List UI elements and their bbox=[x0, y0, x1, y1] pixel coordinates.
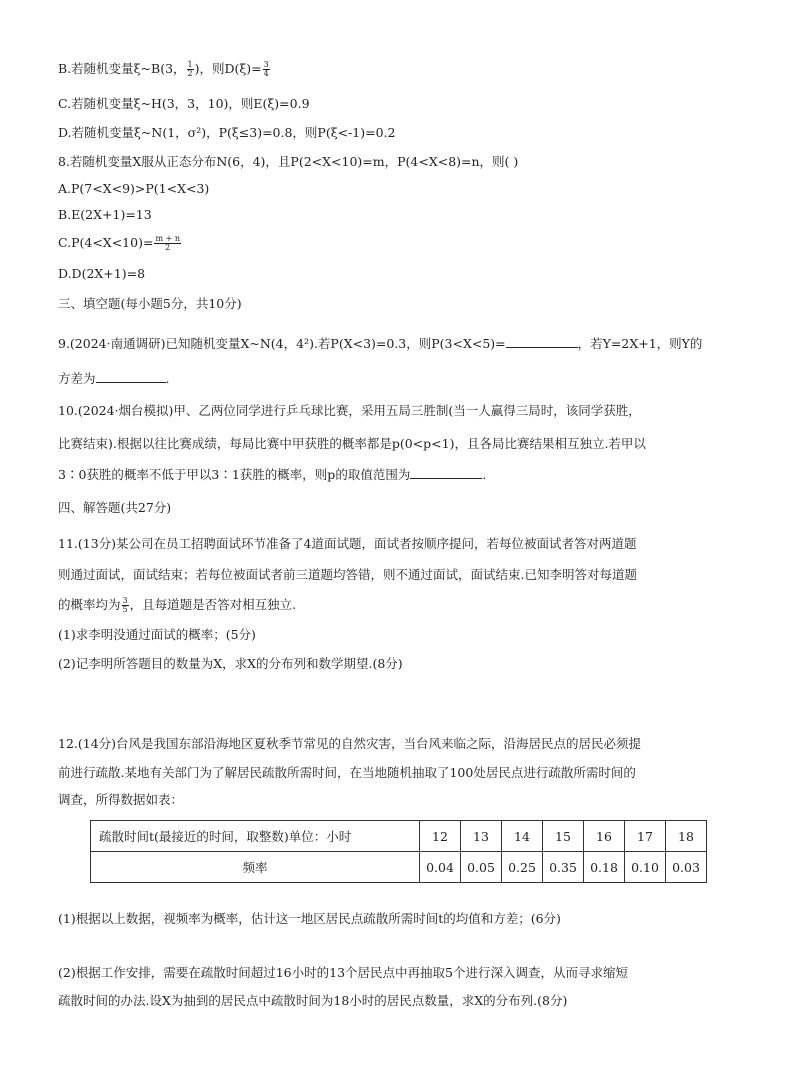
q11-line2: 则通过面试，面试结束；若每位被面试者前三道题均答错，则不通过面试，面试结束.已知李明答对每道题 bbox=[58, 567, 637, 582]
table-cell: 0.18 bbox=[584, 852, 625, 883]
table-cell: 0.05 bbox=[461, 852, 502, 883]
q10-line3 bbox=[58, 466, 486, 484]
table-row bbox=[91, 821, 707, 852]
table-cell: 15 bbox=[543, 821, 584, 852]
q9-text: . bbox=[165, 371, 170, 386]
table-cell: 13 bbox=[461, 821, 502, 852]
table-cell: 16 bbox=[584, 821, 625, 852]
section-heading: 三、填空题(每小题5分，共10分) bbox=[58, 296, 242, 311]
q7-option-c: C.若随机变量ξ~H(3，3，10)，则E(ξ)=0.9 bbox=[58, 96, 310, 111]
answer-blank[interactable] bbox=[410, 466, 482, 479]
q12-sub2-line2: 疏散时间的办法.设X为抽到的居民点中疏散时间为18小时的居民点数量，求X的分布列.(8分) bbox=[58, 993, 568, 1008]
fraction-num: 3 bbox=[263, 60, 269, 69]
q12-line3: 调查，所得数据如表： bbox=[58, 792, 184, 807]
q8-option-c-text: C.P(4<X<10)= bbox=[58, 235, 154, 250]
q8-option-d: D.D(2X+1)=8 bbox=[58, 266, 146, 281]
q11-line3 bbox=[58, 596, 296, 614]
q7-option-b bbox=[58, 60, 271, 78]
q8-option-a: A.P(7<X<9)>P(1<X<3) bbox=[58, 181, 210, 196]
q8-stem: 8.若随机变量X服从正态分布N(6，4)，且P(2<X<10)=m，P(4<X<8)=n，则( ) bbox=[58, 154, 519, 169]
q10-line2: 比赛结束).根据以往比赛成绩，每局比赛中甲获胜的概率都是p(0<p<1)，且各局比赛结果相互独立.若甲以 bbox=[58, 436, 646, 451]
fraction-den: 2 bbox=[165, 243, 171, 252]
fraction-num: m + n bbox=[155, 234, 180, 243]
evacuation-time-table bbox=[90, 820, 707, 883]
q9-line1 bbox=[58, 335, 702, 353]
q12-line2: 前进行疏散.某地有关部门为了解居民疏散所需时间，在当地随机抽取了100处居民点进行疏散所需时间的 bbox=[58, 765, 636, 780]
table-cell: 12 bbox=[420, 821, 461, 852]
q9-text: 9.(2024·南通调研)已知随机变量X~N(4，4²).若P(X<3)=0.3，则P(3<X<5)= bbox=[58, 336, 506, 351]
q12-sub1: (1)根据以上数据，视频率为概率，估计这一地区居民点疏散所需时间t的均值和方差；(6分) bbox=[58, 911, 561, 926]
fraction bbox=[122, 597, 129, 614]
table-cell: 0.03 bbox=[666, 852, 707, 883]
table-cell: 0.10 bbox=[625, 852, 666, 883]
fraction bbox=[154, 235, 181, 252]
table-cell: 0.35 bbox=[543, 852, 584, 883]
q10-text: . bbox=[482, 467, 487, 482]
q11-sub1: (1)求李明没通过面试的概率；(5分) bbox=[58, 627, 256, 642]
fraction-num: 3 bbox=[122, 596, 128, 605]
q8-option-b: B.E(2X+1)=13 bbox=[58, 207, 152, 222]
q11-text: ，且每道题是否答对相互独立. bbox=[129, 597, 297, 612]
table-cell: 18 bbox=[666, 821, 707, 852]
fraction bbox=[187, 61, 194, 78]
table-header-cell: 疏散时间t(最接近的时间，取整数)单位：小时 bbox=[91, 821, 420, 852]
q11-line1: 11.(13分)某公司在员工招聘面试环节准备了4道面试题，面试者按顺序提问，若每位被面试者答对两道题 bbox=[58, 536, 637, 551]
q9-text: 方差为 bbox=[58, 371, 96, 386]
table-cell: 0.04 bbox=[420, 852, 461, 883]
q11-text: 的概率均为 bbox=[58, 597, 121, 612]
table-cell: 14 bbox=[502, 821, 543, 852]
q11-sub2: (2)记李明所答题目的数量为X，求X的分布列和数学期望.(8分) bbox=[58, 656, 403, 671]
fraction-den: 2 bbox=[187, 69, 193, 78]
fraction-den: 4 bbox=[263, 69, 269, 78]
q9-text: ，若Y=2X+1，则Y的 bbox=[577, 336, 703, 351]
table-cell: 17 bbox=[625, 821, 666, 852]
q9-line2 bbox=[58, 370, 170, 388]
q12-line1: 12.(14分)台风是我国东部沿海地区夏秋季节常见的自然灾害，当台风来临之际，沿海居民点的居民必须提 bbox=[58, 736, 642, 751]
table-row bbox=[91, 852, 707, 883]
q12-sub2-line1: (2)根据工作安排，需要在疏散时间超过16小时的13个居民点中再抽取5个进行深入调查，从而寻求缩短 bbox=[58, 965, 628, 980]
q7-option-b-mid: )，则D(ξ)= bbox=[194, 61, 262, 76]
q7-option-b-text: B.若随机变量ξ~B(3， bbox=[58, 61, 186, 76]
table-header-cell: 频率 bbox=[91, 852, 420, 883]
section-heading: 四、解答题(共27分) bbox=[58, 500, 172, 515]
fraction-den: 5 bbox=[122, 605, 128, 614]
q10-text: 3∶0获胜的概率不低于甲以3∶1获胜的概率，则p的取值范围为 bbox=[58, 467, 411, 482]
answer-blank[interactable] bbox=[506, 335, 578, 348]
table-cell: 0.25 bbox=[502, 852, 543, 883]
fraction bbox=[263, 61, 270, 78]
fraction-num: 1 bbox=[187, 60, 193, 69]
q10-line1: 10.(2024·烟台模拟)甲、乙两位同学进行乒乓球比赛，采用五局三胜制(当一人赢得三局时，该同学获胜， bbox=[58, 403, 641, 418]
q8-option-c bbox=[58, 234, 182, 252]
answer-blank[interactable] bbox=[96, 370, 166, 383]
q7-option-d: D.若随机变量ξ~N(1，σ²)，P(ξ≤3)=0.8，则P(ξ<-1)=0.2 bbox=[58, 125, 396, 140]
